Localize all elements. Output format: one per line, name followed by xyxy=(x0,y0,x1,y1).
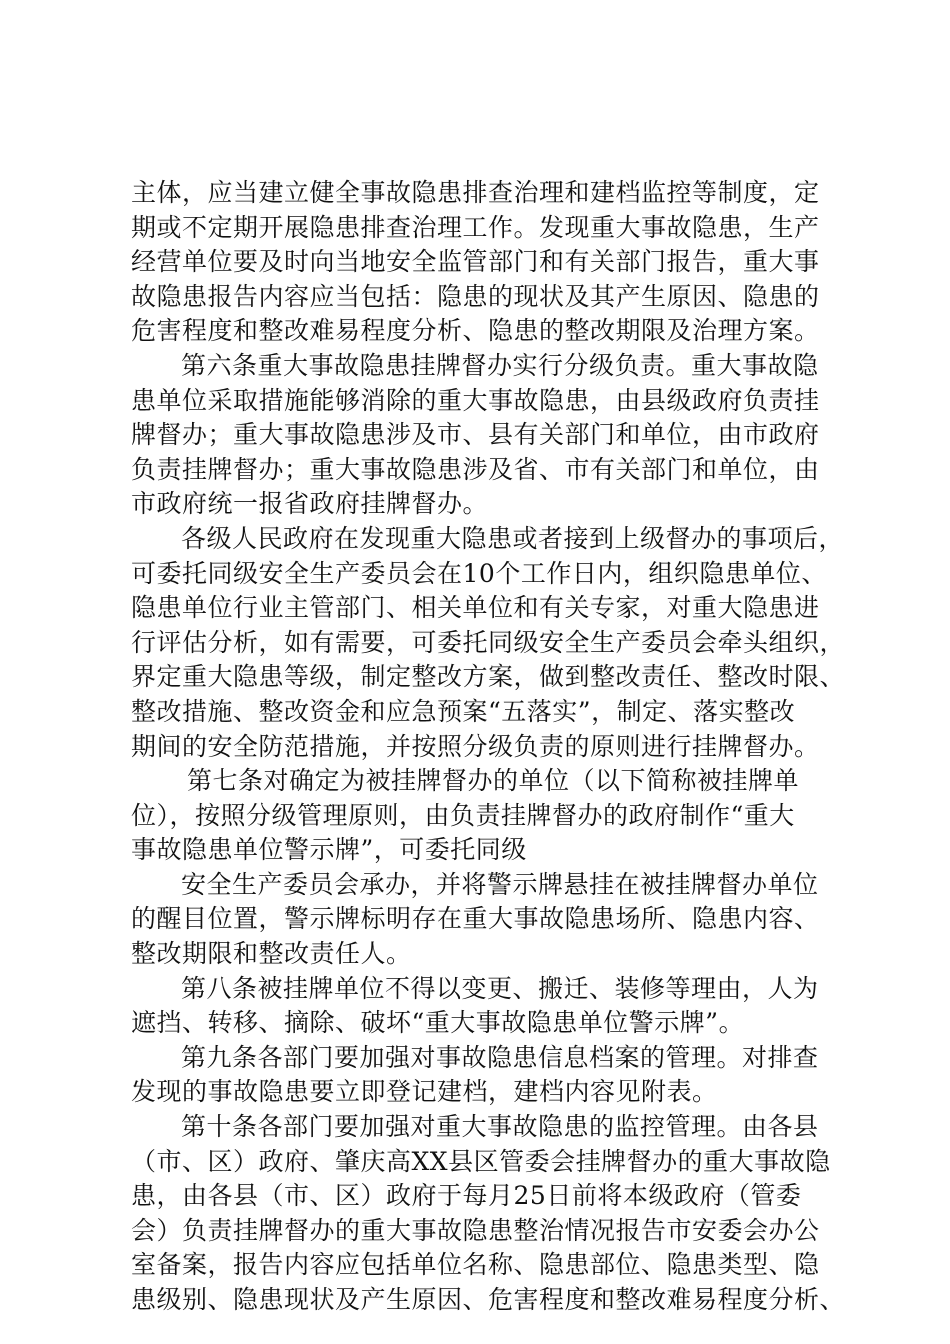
text-line: 隐患单位行业主管部门、相关单位和有关专家，对重大隐患进 xyxy=(131,593,820,623)
text-line: 整改措施、整改资金和应急预案“五落实”，制定、落实整改 xyxy=(131,696,796,726)
text-line: 第七条对确定为被挂牌督办的单位（以下简称被挂牌单 xyxy=(187,766,800,796)
text-line: 第九条各部门要加强对事故隐患信息档案的管理。对排查 xyxy=(181,1042,819,1072)
text-line: 负责挂牌督办；重大事故隐患涉及省、市有关部门和单位，由 xyxy=(131,454,820,484)
text-line: 位），按照分级管理原则，由负责挂牌督办的政府制作“重大 xyxy=(131,800,795,830)
text-line: 会）负责挂牌督办的重大事故隐患整治情况报告市安委会办公 xyxy=(131,1215,820,1245)
text-line: 故隐患报告内容应当包括：隐患的现状及其产生原因、隐患的 xyxy=(131,281,820,311)
text-line: 安全生产委员会承办，并将警示牌悬挂在被挂牌督办单位 xyxy=(181,869,819,899)
text-line: 牌督办；重大事故隐患涉及市、县有关部门和单位，由市政府 xyxy=(131,420,820,450)
text-line: 事故隐患单位警示牌”，可委托同级 xyxy=(131,835,527,865)
text-line: 患单位采取措施能够消除的重大事故隐患，由县级政府负责挂 xyxy=(131,385,820,415)
text-line: 各级人民政府在发现重大隐患或者接到上级督办的事项后， xyxy=(181,523,845,553)
text-line: 遮挡、转移、摘除、破坏“重大事故隐患单位警示牌”。 xyxy=(131,1008,745,1038)
text-line: 的醒目位置，警示牌标明存在重大事故隐患场所、隐患内容、 xyxy=(131,904,820,934)
text-line: 第十条各部门要加强对重大事故隐患的监控管理。由各县 xyxy=(181,1112,819,1142)
text-line: 发现的事故隐患要立即登记建档，建档内容见附表。 xyxy=(131,1077,718,1107)
text-line: 可委托同级安全生产委员会在10个工作日内，组织隐患单位、 xyxy=(131,558,827,588)
text-line: 患级别、隐患现状及产生原因、危害程度和整改难易程度分析、 xyxy=(131,1285,846,1314)
text-line: 第八条被挂牌单位不得以变更、搬迁、装修等理由，人为 xyxy=(181,973,819,1003)
text-line: 界定重大隐患等级，制定整改方案，做到整改责任、整改时限、 xyxy=(131,662,846,692)
text-line: 整改期限和整改责任人。 xyxy=(131,939,412,969)
text-line: 行评估分析，如有需要，可委托同级安全生产委员会牵头组织， xyxy=(131,627,846,657)
text-line: （市、区）政府、肇庆高XX县区管委会挂牌督办的重大事故隐 xyxy=(131,1146,831,1176)
text-line: 期间的安全防范措施，并按照分级负责的原则进行挂牌督办。 xyxy=(131,731,820,761)
text-line: 危害程度和整改难易程度分析、隐患的整改期限及治理方案。 xyxy=(131,316,820,346)
text-line: 经营单位要及时向当地安全监管部门和有关部门报告，重大事 xyxy=(131,247,820,277)
document-body xyxy=(131,176,846,1318)
text-line: 室备案，报告内容应包括单位名称、隐患部位、隐患类型、隐 xyxy=(131,1250,820,1280)
text-line: 主体，应当建立健全事故隐患排查治理和建档监控等制度，定 xyxy=(131,178,820,207)
text-line: 第六条重大事故隐患挂牌督办实行分级负责。重大事故隐 xyxy=(181,350,819,380)
text-line: 市政府统一报省政府挂牌督办。 xyxy=(131,489,489,519)
text-line: 患，由各县（市、区）政府于每月25日前将本级政府（管委 xyxy=(131,1181,802,1211)
text-line: 期或不定期开展隐患排查治理工作。发现重大事故隐患，生产 xyxy=(131,212,820,242)
